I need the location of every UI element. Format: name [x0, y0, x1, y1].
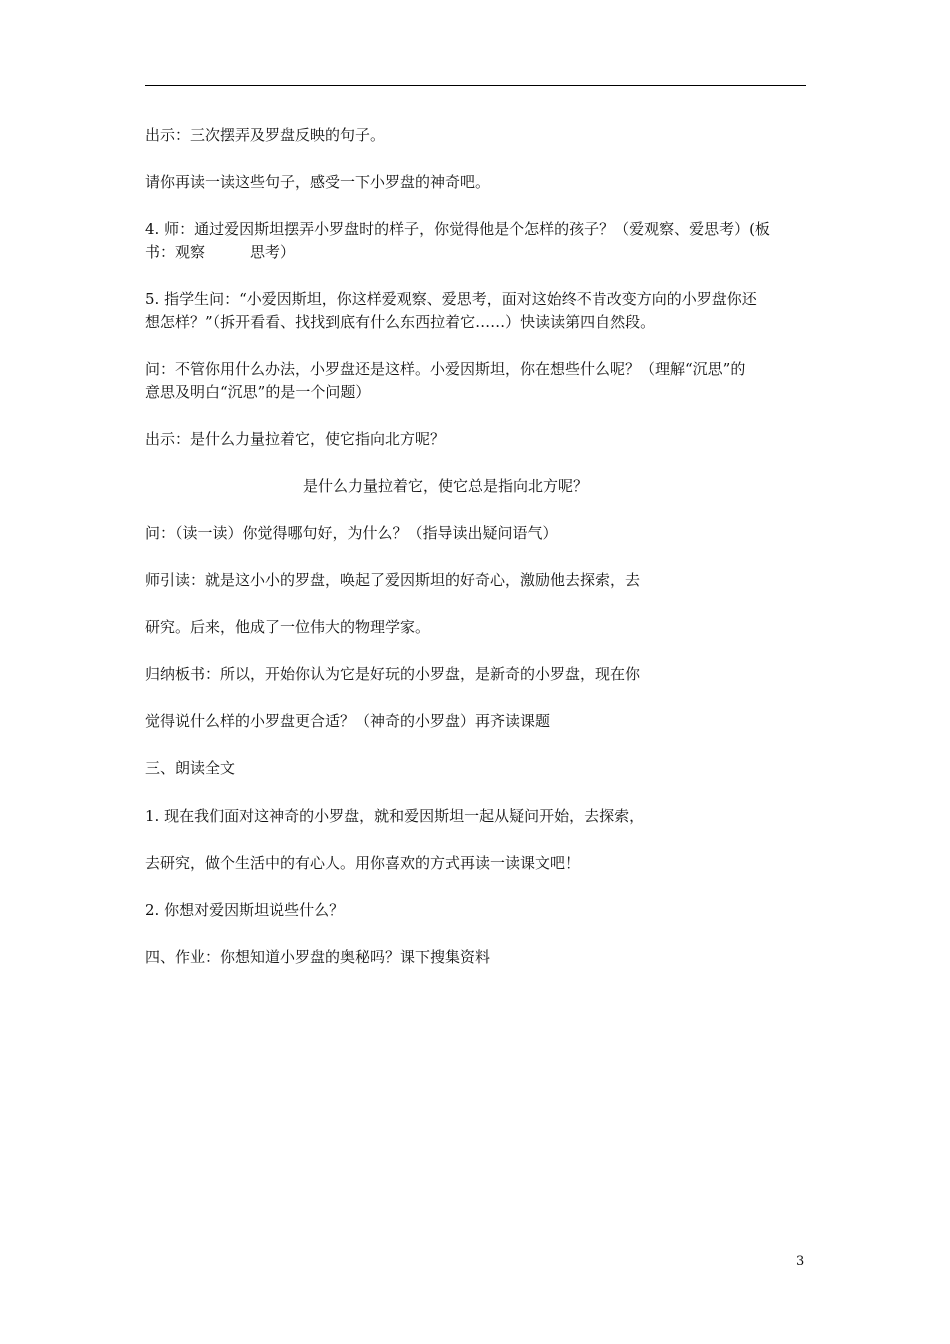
paragraph-summary-2: 觉得说什么样的小罗盘更合适？（神奇的小罗盘）再齐读课题	[145, 712, 551, 730]
paragraph-teacher-lead-2: 研究。后来，他成了一位伟大的物理学家。	[145, 618, 431, 636]
paragraph-show-question: 出示：是什么力量拉着它，使它指向北方呢？	[145, 430, 446, 448]
paragraph-reread: 请你再读一读这些句子，感受一下小罗盘的神奇吧。	[145, 173, 491, 191]
document-body	[145, 124, 810, 969]
header-rule	[145, 85, 806, 86]
paragraph-summary-1: 归纳板书：所以，开始你认为它是好玩的小罗盘，是新奇的小罗盘，现在你	[145, 665, 641, 683]
page-number: 3	[796, 1254, 805, 1269]
paragraph-read-aloud-2: 去研究，做个生活中的有心人。用你喜欢的方式再读一读课文吧！	[145, 854, 581, 872]
paragraph-step-4-line-1: 4. 师：通过爱因斯坦摆弄小罗盘时的样子，你觉得他是个怎样的孩子？（爱观察、爱思考）(板	[145, 220, 770, 238]
paragraph-question-line-2: 意思及明白“沉思”的是一个问题）	[145, 383, 371, 401]
paragraph-show-question-alt: 是什么力量拉着它，使它总是指向北方呢？	[303, 477, 589, 495]
section-heading-read-aloud: 三、朗读全文	[145, 759, 236, 777]
section-heading-homework: 四、作业：你想知道小罗盘的奥秘吗？课下搜集资料	[145, 948, 491, 966]
paragraph-question-line-1: 问：不管你用什么办法，小罗盘还是这样。小爱因斯坦，你在想些什么呢？（理解“沉思”的	[145, 360, 746, 378]
paragraph-step-5-line-1: 5. 指学生问：“小爱因斯坦，你这样爱观察、爱思考，面对这始终不肯改变方向的小罗盘你还	[145, 290, 757, 308]
paragraph-which-better: 问：（读一读）你觉得哪句好，为什么？（指导读出疑问语气）	[145, 524, 558, 542]
paragraph-teacher-lead-1: 师引读：就是这小小的罗盘，唤起了爱因斯坦的好奇心，激励他去探索，去	[145, 571, 641, 589]
paragraph-step-5-line-2: 想怎样？”（拆开看看、找找到底有什么东西拉着它……）快读读第四自然段。	[145, 313, 656, 331]
paragraph-say-to-einstein: 2. 你想对爱因斯坦说些什么？	[145, 901, 345, 919]
paragraph-step-4-line-2: 书：观察 思考）	[145, 243, 296, 261]
paragraph-show-sentences: 出示：三次摆弄及罗盘反映的句子。	[145, 126, 386, 144]
paragraph-read-aloud-1: 1. 现在我们面对这神奇的小罗盘，就和爱因斯坦一起从疑问开始，去探索，	[145, 807, 645, 825]
